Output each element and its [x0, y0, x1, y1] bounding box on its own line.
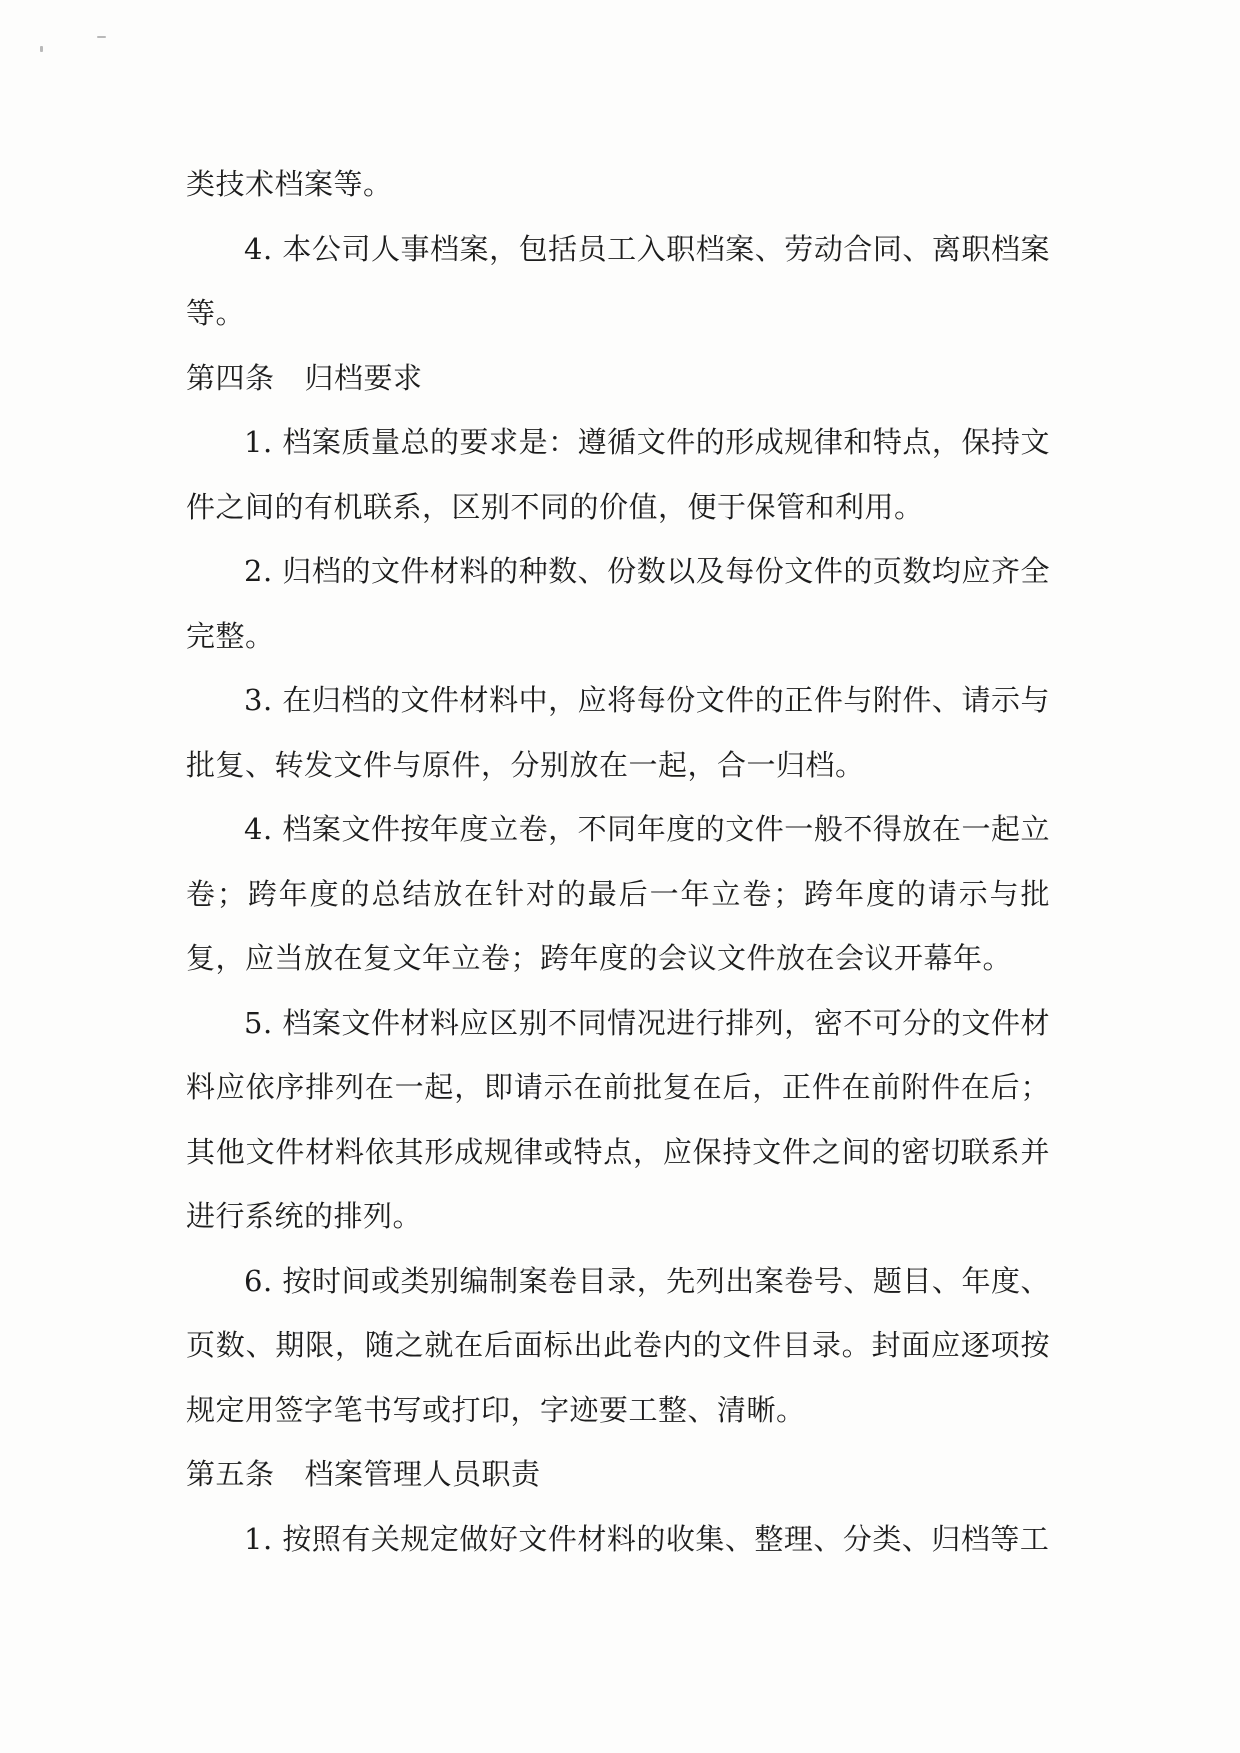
article-heading-5	[186, 1442, 1050, 1507]
article-number: 第五条	[186, 1457, 275, 1491]
list-item-completeness: 2. 归档的文件材料的种数、份数以及每份文件的页数均应齐全完整。	[186, 554, 1050, 653]
list-item-grouping: 3. 在归档的文件材料中，应将每份文件的正件与附件、请示与批复、转发文件与原件，分别放在一起，合一归档。	[186, 683, 1050, 782]
list-item-personnel-archives: 4. 本公司人事档案，包括员工入职档案、劳动合同、离职档案等。	[186, 231, 1050, 330]
article-title: 归档要求	[304, 360, 423, 395]
scan-speck	[40, 46, 43, 52]
article-heading-4	[186, 346, 1050, 411]
list-item-staff-duty: 1. 按照有关规定做好文件材料的收集、整理、分类、归档等工	[244, 1521, 1050, 1556]
list-item-catalog: 6. 按时间或类别编制案卷目录，先列出案卷号、题目、年度、页数、期限，随之就在后面标出此卷内的文件目录。封面应逐项按规定用签字笔书写或打印，字迹要工整、清晰。	[186, 1263, 1050, 1427]
list-item-annual-filing: 4. 档案文件按年度立卷，不同年度的文件一般不得放在一起立卷；跨年度的总结放在针对的最后一年立卷；跨年度的请示与批复，应当放在复文年立卷；跨年度的会议文件放在会议开幕年。	[186, 812, 1050, 975]
list-item-arrangement: 5. 档案文件材料应区别不同情况进行排列，密不可分的文件材料应依序排列在一起，即请示在前批复在后，正件在前附件在后；其他文件材料依其形成规律或特点，应保持文件之间的密切联系并进行系统的排列。	[186, 1005, 1050, 1233]
document-body	[186, 152, 1050, 1571]
scan-speck	[97, 36, 106, 38]
article-title: 档案管理人员职责	[304, 1457, 541, 1491]
paragraph-continuation: 类技术档案等。	[186, 167, 393, 201]
list-item-quality-requirement: 1. 档案质量总的要求是：遵循文件的形成规律和特点，保持文件之间的有机联系，区别不同的价值，便于保管和利用。	[186, 425, 1050, 524]
article-number: 第四条	[186, 360, 275, 395]
